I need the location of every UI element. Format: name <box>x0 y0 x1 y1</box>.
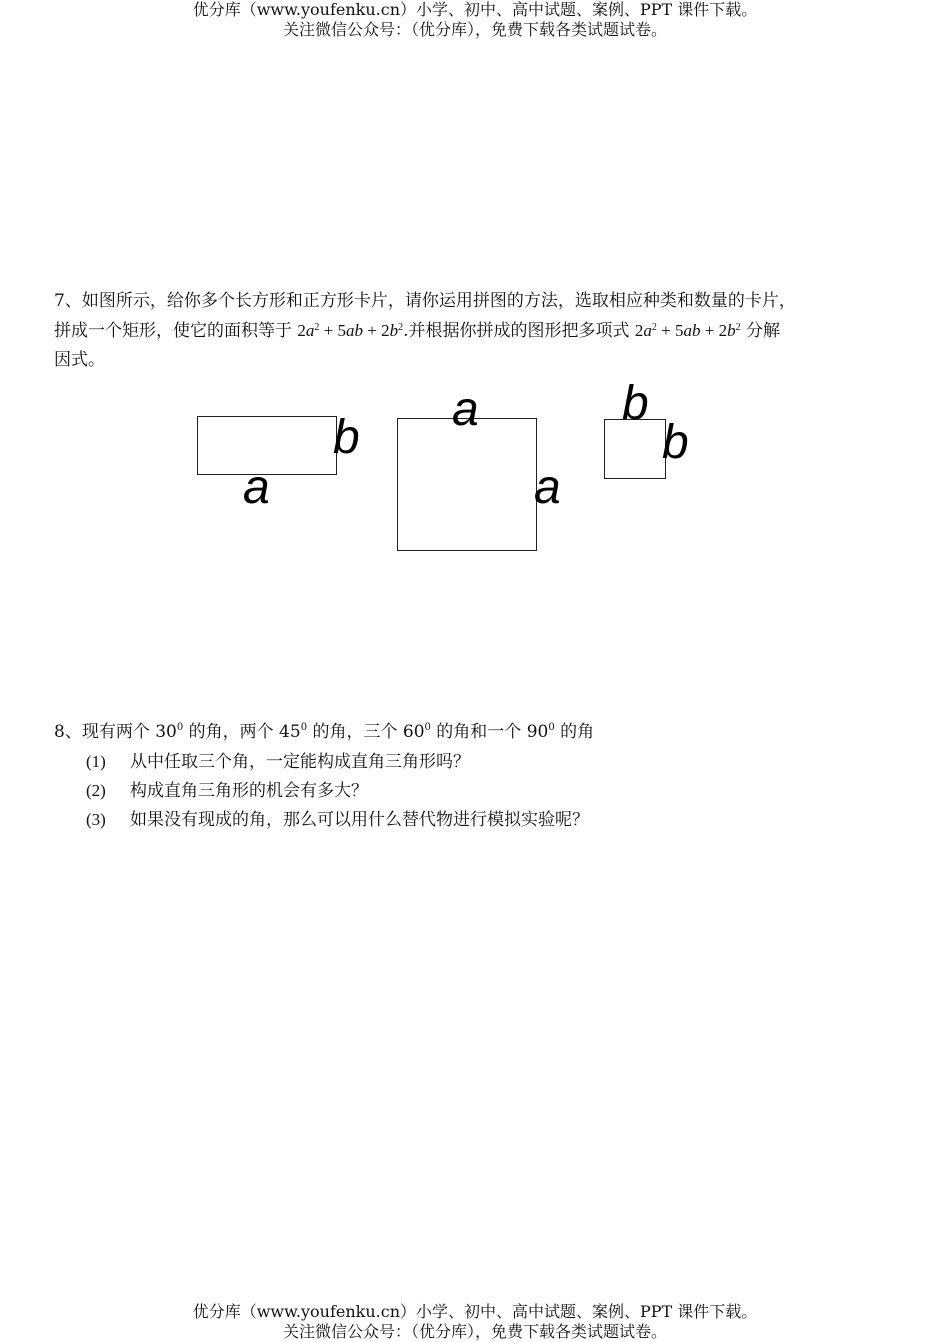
q8-item-3 <box>86 805 589 835</box>
header-line-1: 优分库（www.youfenku.cn）小学、初中、高中试题、案例、PPT 课件下载。 <box>192 0 758 19</box>
q8-item-1-text: 从中任取三个角，一定能构成直角三角形吗？ <box>130 752 470 772</box>
q8-item-1-number: (1) <box>86 752 106 771</box>
square-b-label-right: b <box>662 416 689 469</box>
footer-line-2: 关注微信公众号：（优分库），免费下载各类试题试卷。 <box>282 1322 667 1341</box>
square-a-label-right: a <box>534 461 561 514</box>
q7-line-2 <box>54 316 914 346</box>
rect-side-label-b: b <box>333 411 360 464</box>
q8-item-2-number: (2) <box>86 781 106 800</box>
footer-line-1: 优分库（www.youfenku.cn）小学、初中、高中试题、案例、PPT 课件下载。 <box>192 1302 758 1321</box>
question-7 <box>54 287 914 375</box>
q7-line-2-text-c: 分解 <box>746 321 780 341</box>
polynomial-expression-2: $2a^2 + 5ab + 2b^2$ <box>634 321 741 340</box>
rect-side-label-a: a <box>243 461 270 514</box>
q7-line-2-text-b: .并根据你拼成的图形把多项式 <box>403 321 630 341</box>
header-line-2: 关注微信公众号：（优分库），免费下载各类试题试卷。 <box>282 20 667 39</box>
q8-item-3-number: (3) <box>86 810 106 829</box>
question-8-intro: 8、现有两个 $30^0$ 的角，两个 $45^0$ 的角，三个 $60^0$ 的角和一个 $90^0$ 的角 <box>54 722 595 742</box>
q7-line-3: 因式。 <box>54 350 105 370</box>
q8-item-3-text: 如果没有现成的角，那么可以用什么替代物进行模拟实验呢？ <box>130 810 589 830</box>
square-a-label-top: a <box>452 383 479 436</box>
square-b-label-top: b <box>622 377 649 430</box>
q7-line-2-text-a: 拼成一个矩形，使它的面积等于 <box>54 321 292 341</box>
q8-item-2 <box>86 776 368 806</box>
square-card-a <box>397 418 537 551</box>
page-footer <box>0 1302 950 1342</box>
page-header <box>0 0 950 40</box>
q8-item-2-text: 构成直角三角形的机会有多大？ <box>130 781 368 801</box>
polynomial-expression-1: $2a^2 + 5ab + 2b^2$ <box>297 321 404 340</box>
q8-item-1 <box>86 747 470 777</box>
q7-line-1: 7、如图所示，给你多个长方形和正方形卡片，请你运用拼图的方法，选取相应种类和数量的卡片， <box>54 291 796 311</box>
